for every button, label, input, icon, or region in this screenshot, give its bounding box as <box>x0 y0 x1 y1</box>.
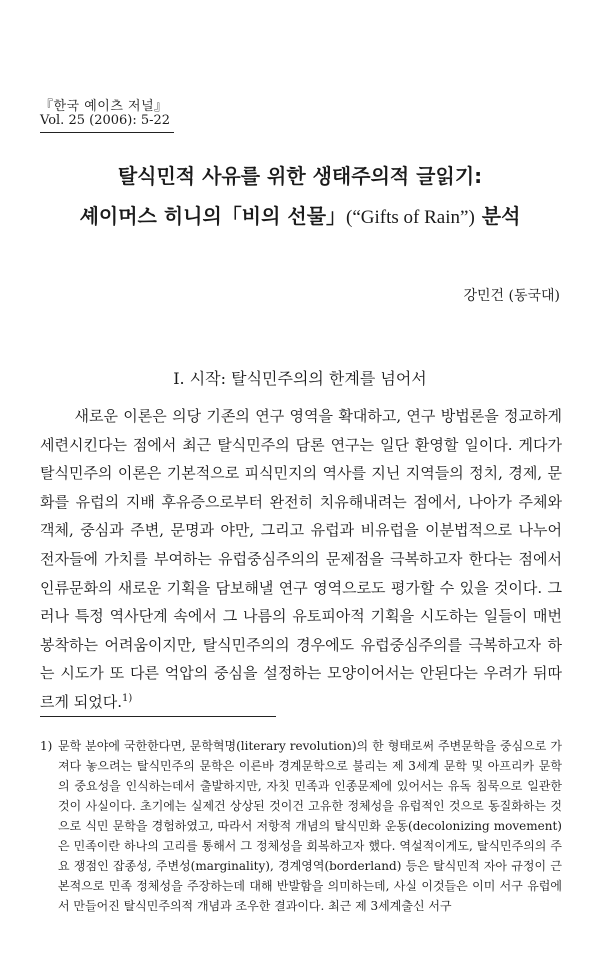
title-line-1: 탈식민적 사유를 위한 생태주의적 글읽기: <box>117 164 483 188</box>
section-heading: I. 시작: 탈식민주의의 한계를 넘어서 <box>173 369 427 388</box>
body-paragraph <box>40 402 562 717</box>
footnote <box>40 736 562 916</box>
title-line-2-english: (“Gifts of Rain”) <box>346 207 475 228</box>
title-line-2-suffix: 분석 <box>474 204 521 228</box>
footnote-rule <box>40 716 276 717</box>
footnote-number: 1) <box>40 739 53 753</box>
journal-name: 『한국 예이츠 저널』 <box>40 99 168 114</box>
header-rule <box>40 132 174 133</box>
body-text: 새로운 이론은 의당 기존의 연구 영역을 확대하고, 연구 방법론을 정교하게 세련시킨다는 점에서 최근 탈식민주의 담론 연구는 일단 환영할 일이다. 게다가 탈식민주의 이론은 기본적으로 피식민지의 역사를 지닌 지역들의 정치, 경제, 문화를 유럽의 지배 후유증으로부터 완전히 치유해내려는 점에서, 나아가 주체와 객체, 중심과 주변, 문명과 야만, 그리고 유럽과 비유럽을 이분법적으로 나누어 전자들에 가치를 부여하는 유럽중심주의의 문제점을 극복하고자 한다는 점에서 인류문화의 새로운 기획을 담보해낼 연구 영역으로도 평가할 수 있을 것이다. 그러나 특정 역사단계 속에서 그 나름의 유토피아적 기획을 시도하는 일들이 매번 봉착하는 어려움이지만, 탈식민주의의 경우에도 유럽중심주의를 극복하고자 하는 시도가 또 다른 억압의 중심을 설정하는 모양이어서는 안된다는 우려가 뒤따르게 되었다. <box>40 407 562 711</box>
volume-info: Vol. 25 (2006): 5-22 <box>40 113 171 128</box>
footnote-reference[interactable]: 1) <box>122 692 133 704</box>
title-line-2-korean: 셰이머스 히니의「비의 선물」 <box>79 204 347 228</box>
title-line-2 <box>0 200 600 229</box>
author-affiliation: 강민건 (동국대) <box>463 288 560 304</box>
footnote-text: 문학 분야에 국한한다면, 문학혁명(literary revolution)의 한 형태로써 주변문학을 중심으로 가져다 놓으려는 탈식민주의 문학은 이른바 경계문학으로 불리는 제 3세계 문학 및 아프리카 문학의 중요성을 인식하는데서 출발하지만, 자칫 민족과 인종문제에 있어서는 유독 침묵으로 일관한 것이 사실이다. 초기에는 실제건 상상된 것이건 고유한 정체성을 유럽적인 것으로 동질화하는 것으로 식민 문학을 경험하였고, 따라서 저항적 개념의 탈식민화 운동(decolonizing movement)은 민족이란 하나의 고리를 통해서 그 정체성을 회복하고자 했다. 역설적이게도, 탈식민주의의 주요 쟁점인 잡종성, 주변성(marginality), 경계영역(borderland) 등은 탈식민적 자아 규정이 근본적으로 민족 정체성을 주장하는데 대해 반발함을 의미하는데, 사실 이것들은 이미 서구 유럽에서 만들어진 탈식민주의적 개념과 조우한 결과이다. 최근 제 3세계출신 서구 <box>58 739 562 913</box>
